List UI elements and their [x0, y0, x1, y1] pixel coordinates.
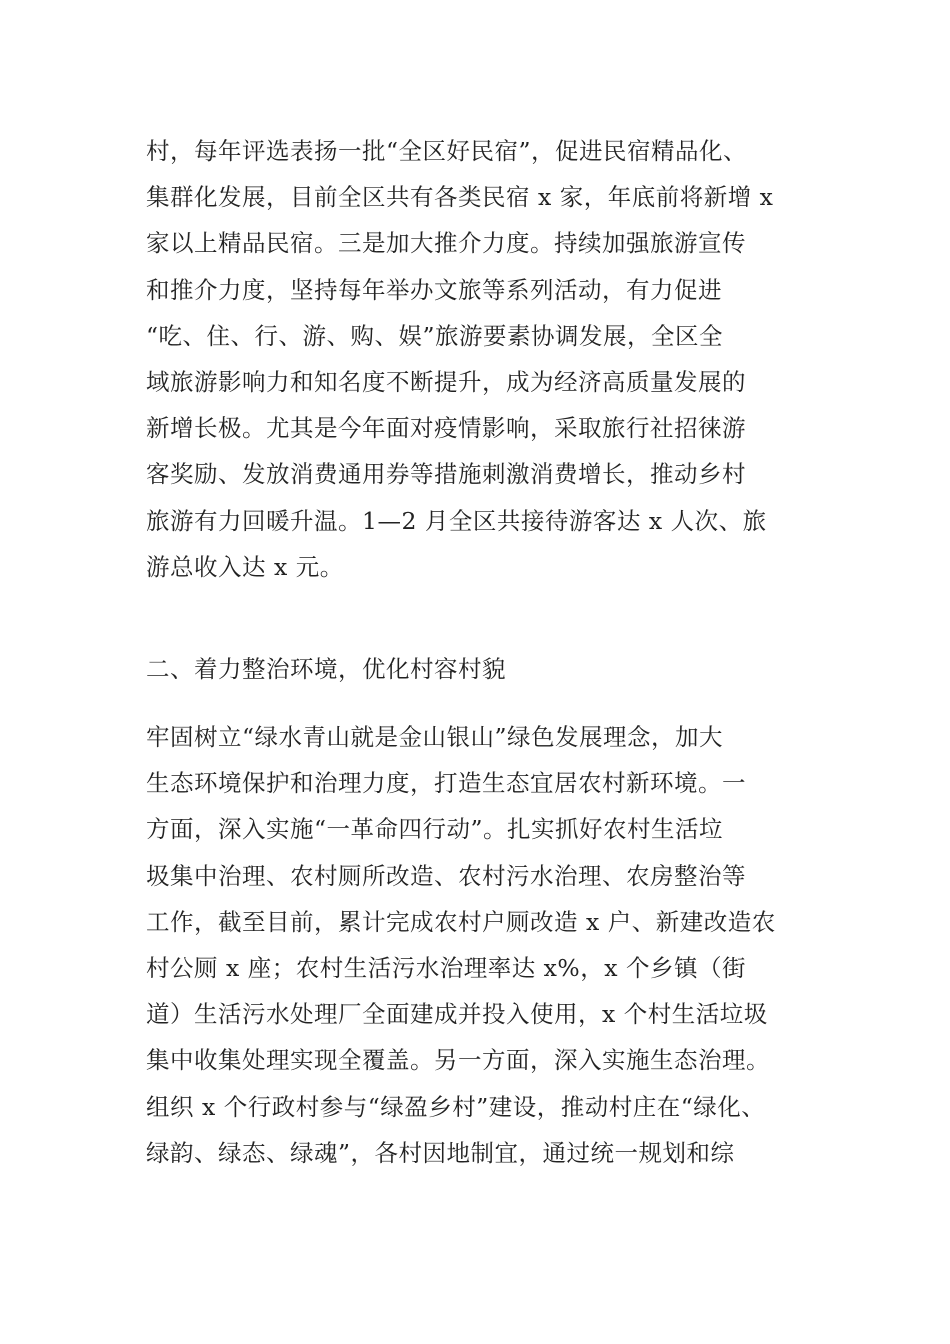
text-line: 集中收集处理实现全覆盖。另一方面，深入实施生态治理。 — [146, 1046, 770, 1075]
text-line: 生态环境保护和治理力度，打造生态宜居农村新环境。一 — [146, 769, 746, 798]
text-line: 域旅游影响力和知名度不断提升，成为经济高质量发展的 — [146, 367, 746, 396]
section-heading-text: 二、着力整治环境，优化村容村貌 — [146, 655, 506, 683]
text-line: 组织 x 个行政村参与“绿盈乡村”建设，推动村庄在“绿化、 — [146, 1092, 766, 1121]
text-line: 村公厕 x 座；农村生活污水治理率达 x%，x 个乡镇（街 — [146, 953, 746, 982]
text-line: 新增长极。尤其是今年面对疫情影响，采取旅行社招徕游 — [146, 414, 746, 443]
text-line: 绿韵、绿态、绿魂”，各村因地制宜，通过统一规划和综 — [146, 1138, 735, 1167]
section-heading — [146, 646, 846, 692]
text-line: 游总收入达 x 元。 — [146, 552, 344, 581]
text-line: 和推介力度，坚持每年举办文旅等系列活动，有力促进 — [146, 275, 722, 304]
text-line: 集群化发展，目前全区共有各类民宿 x 家，年底前将新增 x — [146, 183, 774, 212]
text-line: 客奖励、发放消费通用券等措施刺激消费增长，推动乡村 — [146, 460, 746, 489]
text-line: 家以上精品民宿。三是加大推介力度。持续加强旅游宣传 — [146, 229, 746, 258]
text-line: 圾集中治理、农村厕所改造、农村污水治理、农房整治等 — [146, 861, 746, 890]
paragraph-rural-tourism — [146, 128, 846, 590]
text-line: 牢固树立“绿水青山就是金山银山”绿色发展理念，加大 — [146, 723, 724, 751]
text-line: 工作，截至目前，累计完成农村户厕改造 x 户、新建改造农 — [146, 907, 776, 936]
text-line: “吃、住、行、游、购、娱”旅游要素协调发展，全区全 — [146, 321, 724, 350]
text-line: 方面，深入实施“一革命四行动”。扎实抓好农村生活垃 — [146, 815, 724, 844]
text-line: 道）生活污水处理厂全面建成并投入使用，x 个村生活垃圾 — [146, 1000, 768, 1029]
paragraph-environment — [146, 714, 846, 1176]
text-line: 村，每年评选表扬一批“全区好民宿”，促进民宿精品化、 — [146, 137, 748, 165]
text-line: 旅游有力回暖升温。1—2 月全区共接待游客达 x 人次、旅 — [146, 506, 767, 535]
